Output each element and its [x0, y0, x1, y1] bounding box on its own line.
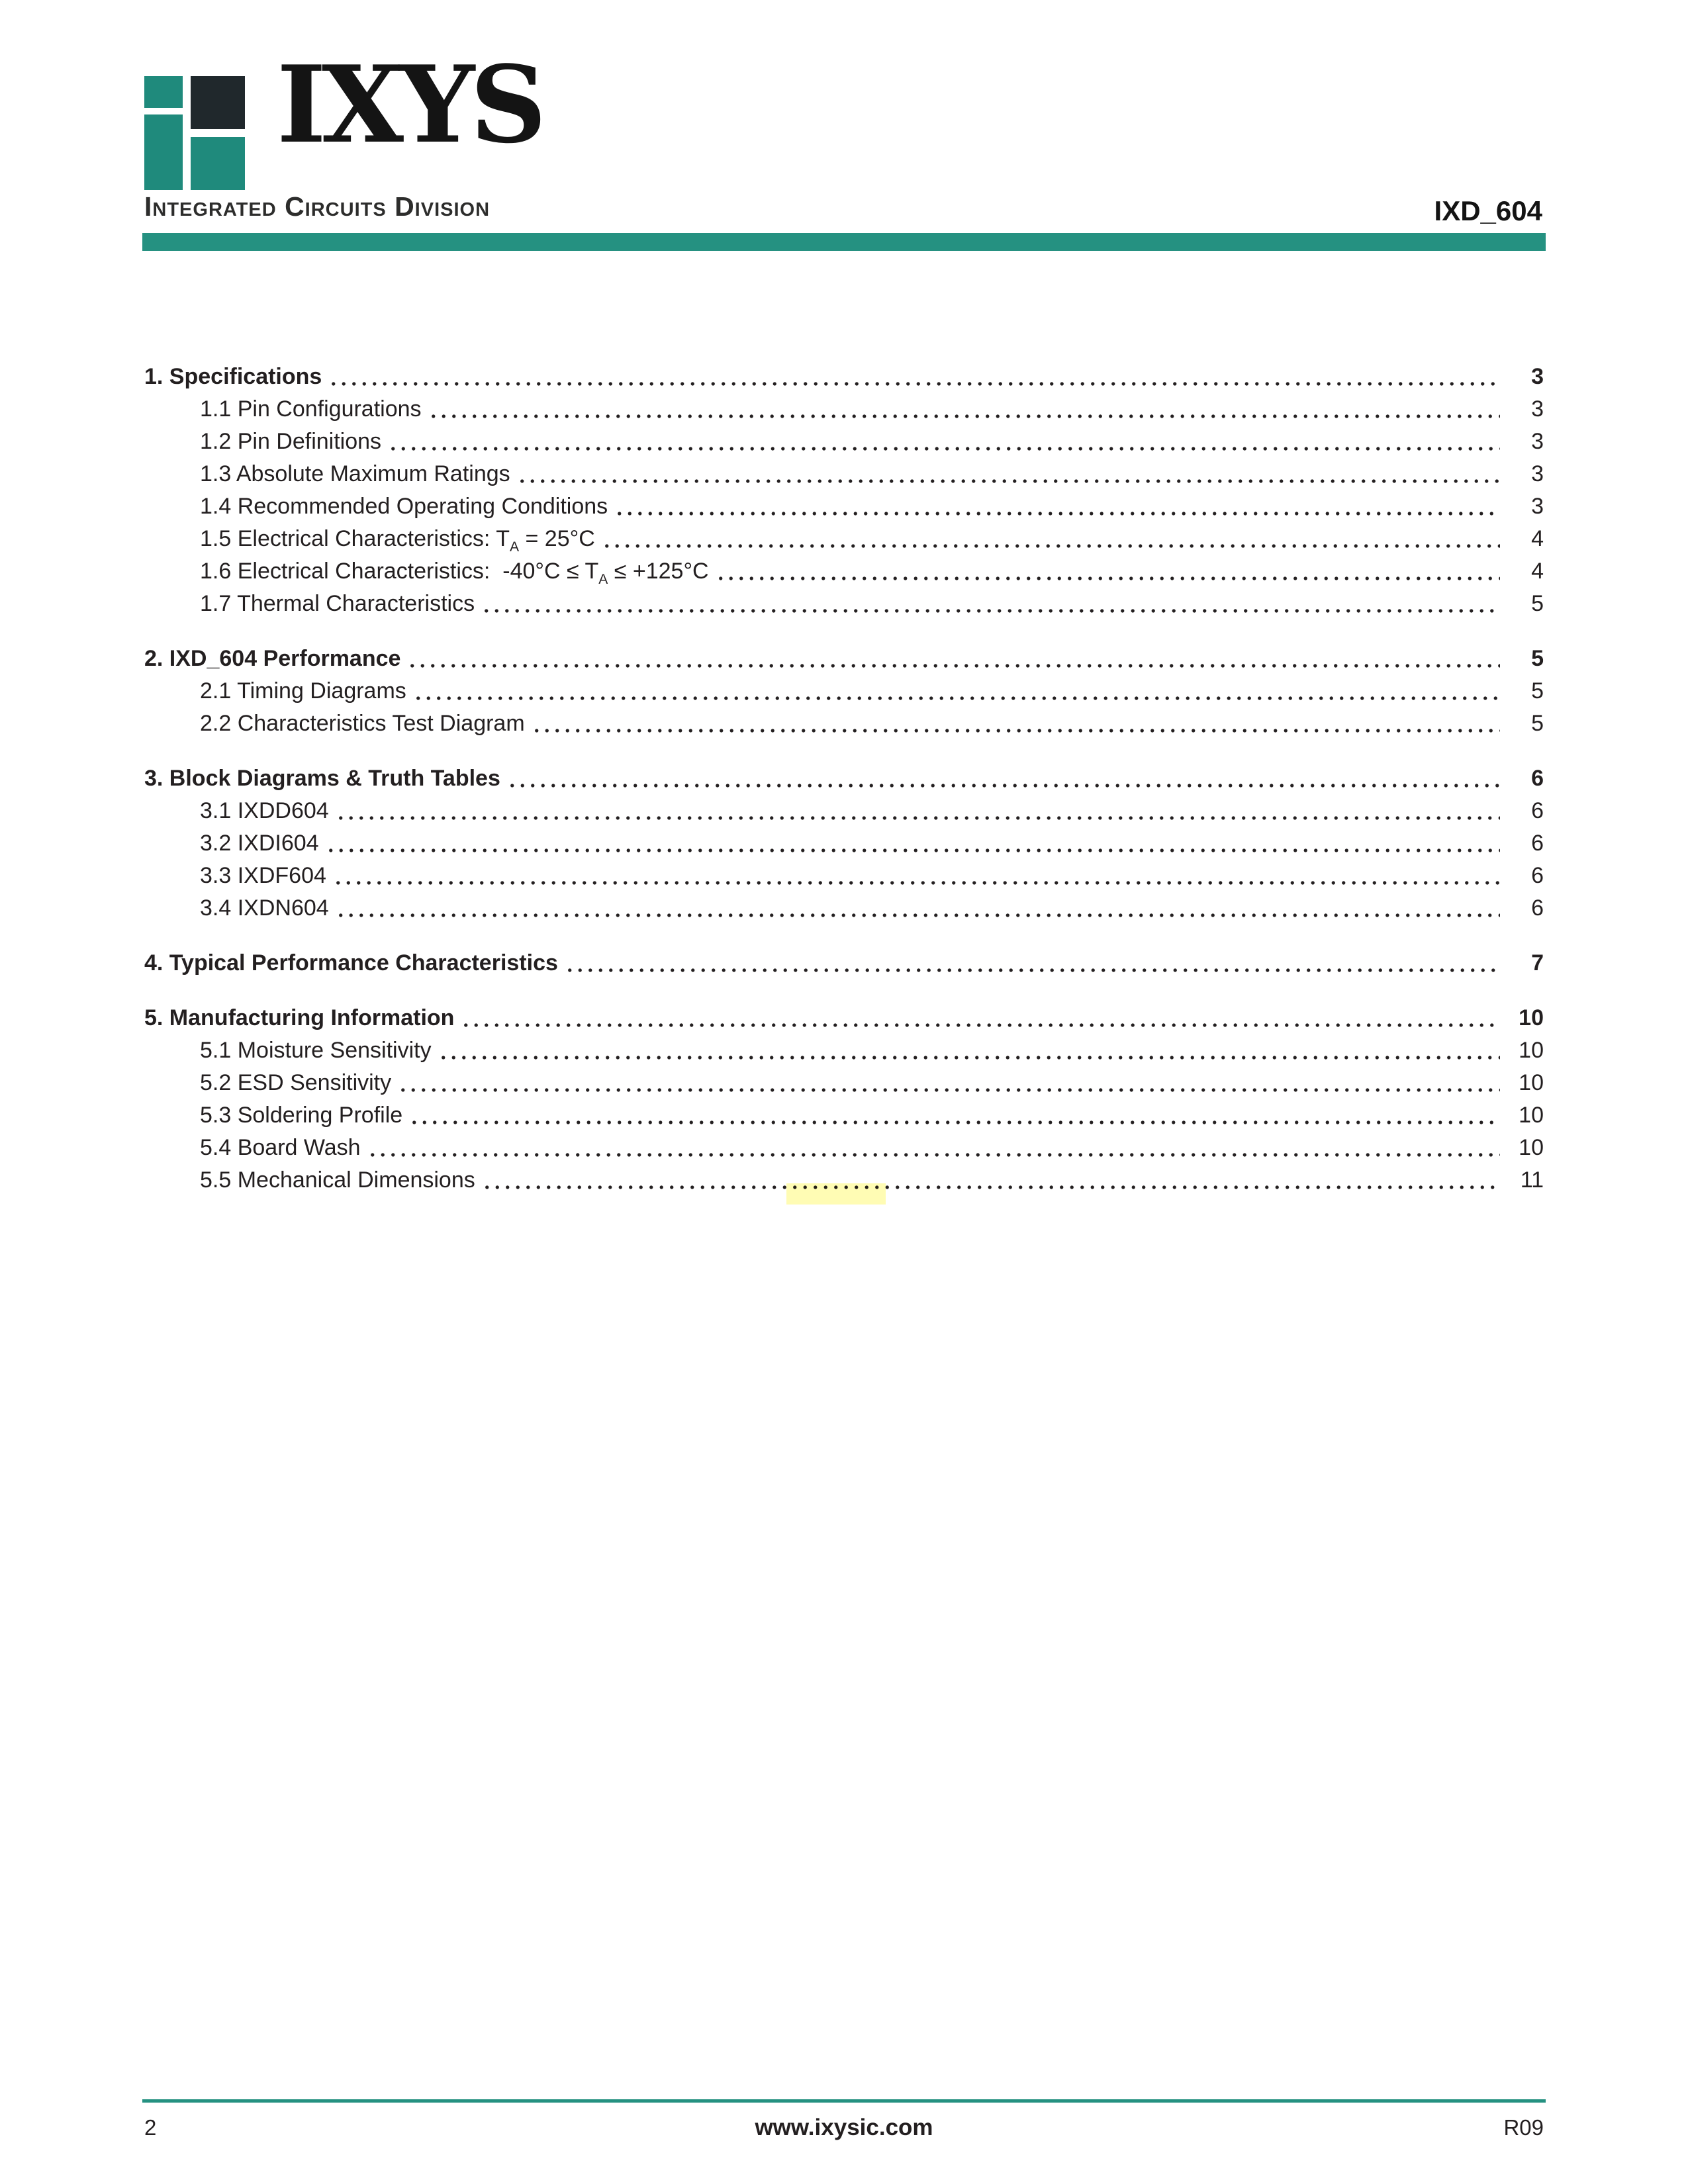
toc-entry-label: 2.2 Characteristics Test Diagram [200, 711, 525, 736]
toc-entry-page: 11 [1520, 1167, 1544, 1193]
toc-leader-dots [398, 1067, 1500, 1099]
division-name: Integrated Circuits Division [144, 191, 491, 222]
footer-revision: R09 [1503, 2115, 1544, 2140]
toc-entry-page: 6 [1531, 766, 1544, 791]
toc-leader-dots [326, 827, 1500, 860]
toc-entry-label: 3. Block Diagrams & Truth Tables [144, 766, 500, 791]
toc-entry-page: 10 [1519, 1103, 1544, 1128]
toc-entry[interactable] [144, 762, 1544, 795]
toc-entry-page: 10 [1519, 1135, 1544, 1160]
toc-leader-dots [438, 1034, 1500, 1067]
toc-leader-dots [716, 555, 1500, 588]
toc-entry[interactable] [144, 458, 1544, 490]
toc-entry-label: 5.3 Soldering Profile [200, 1103, 403, 1128]
toc-entry[interactable] [144, 393, 1544, 426]
toc-entry-page: 3 [1531, 494, 1544, 519]
toc-entry-page: 4 [1531, 526, 1544, 551]
toc-entry[interactable] [144, 892, 1544, 925]
toc-leader-dots [507, 762, 1500, 795]
toc-leader-dots [565, 947, 1500, 979]
footer-website[interactable]: www.ixysic.com [755, 2115, 933, 2140]
toc-entry-page: 10 [1519, 1070, 1544, 1095]
toc-entry-label: 1.1 Pin Configurations [200, 396, 422, 422]
toc-entry-page: 5 [1531, 646, 1544, 671]
toc-entry-label: 1. Specifications [144, 364, 322, 389]
toc-leader-dots [481, 588, 1500, 620]
toc-entry-label: 2.1 Timing Diagrams [200, 678, 406, 704]
ixys-logo-text: IXYS [277, 42, 542, 167]
toc-entry[interactable] [144, 361, 1544, 393]
toc-leader-dots [602, 523, 1500, 555]
toc-entry-page: 3 [1531, 429, 1544, 454]
toc-entry[interactable] [144, 827, 1544, 860]
toc-entry-label: 1.2 Pin Definitions [200, 429, 382, 454]
toc-leader-dots [428, 393, 1500, 426]
toc-entry-page: 3 [1531, 461, 1544, 486]
toc-entry[interactable] [144, 1164, 1544, 1197]
toc-leader-dots [367, 1132, 1500, 1164]
toc-entry[interactable] [144, 1002, 1544, 1034]
toc-entry-page: 5 [1531, 591, 1544, 616]
toc-entry-label: 3.2 IXDI604 [200, 831, 319, 856]
toc-entry[interactable] [144, 860, 1544, 892]
toc-entry[interactable] [144, 1067, 1544, 1099]
toc-entry[interactable] [144, 795, 1544, 827]
footer-rule [142, 2099, 1546, 2103]
toc-leader-dots [532, 707, 1500, 740]
logo-teal-square-top-icon [144, 76, 183, 108]
logo-teal-bar-icon [144, 114, 183, 190]
toc-entry-label: 5.2 ESD Sensitivity [200, 1070, 392, 1095]
toc-entry-page: 3 [1531, 364, 1544, 389]
toc-entry-page: 6 [1531, 798, 1544, 823]
toc-entry-label: 1.4 Recommended Operating Conditions [200, 494, 608, 519]
toc-leader-dots [328, 361, 1500, 393]
toc-entry-label: 3.3 IXDF604 [200, 863, 326, 888]
toc-entry[interactable] [144, 947, 1544, 979]
toc-leader-dots [409, 1099, 1500, 1132]
document-id: IXD_604 [1434, 195, 1542, 226]
toc-entry-page: 10 [1519, 1005, 1544, 1030]
toc-entry-label: 1.6 Electrical Characteristics: $-40^\circ C \le T_A \le +125^\circ C$ [200, 559, 709, 587]
toc-leader-dots [413, 675, 1500, 707]
toc-entry-page: 6 [1531, 895, 1544, 921]
toc-leader-dots [482, 1164, 1500, 1197]
toc-entry-page: 10 [1519, 1038, 1544, 1063]
toc-entry-label: 2. IXD_604 Performance [144, 646, 401, 671]
toc-leader-dots [407, 643, 1500, 675]
toc-leader-dots [614, 490, 1500, 523]
toc-entry-page: 3 [1531, 396, 1544, 422]
toc-entry-label: 1.7 Thermal Characteristics [200, 591, 475, 616]
toc-entry-label: 4. Typical Performance Characteristics [144, 950, 558, 976]
toc-leader-dots [336, 795, 1500, 827]
toc-leader-dots [461, 1002, 1500, 1034]
toc-entry-page: 6 [1531, 863, 1544, 888]
footer-page-number: 2 [144, 2115, 157, 2140]
toc-entry[interactable] [144, 490, 1544, 523]
toc-entry-label: 5. Manufacturing Information [144, 1005, 455, 1030]
toc-entry[interactable] [144, 588, 1544, 620]
header-rule [142, 233, 1546, 251]
toc-entry[interactable] [144, 643, 1544, 675]
toc-entry-page: 4 [1531, 559, 1544, 584]
toc-entry-label: 3.4 IXDN604 [200, 895, 329, 921]
logo-teal-square-bottom-icon [191, 137, 245, 190]
toc-entry-page: 6 [1531, 831, 1544, 856]
toc-entry-label: 5.5 Mechanical Dimensions [200, 1167, 475, 1193]
toc-entry-page: 5 [1531, 711, 1544, 736]
ixys-logo-icon [144, 76, 270, 190]
toc-leader-dots [333, 860, 1500, 892]
toc-entry-page: 7 [1531, 950, 1544, 976]
toc-entry-label: 5.4 Board Wash [200, 1135, 361, 1160]
toc-entry-label: 1.5 Electrical Characteristics: $T_A = 25^\circ C$ [200, 526, 595, 555]
logo-dark-square-icon [191, 76, 245, 129]
toc-entry[interactable] [144, 1034, 1544, 1067]
toc-entry[interactable] [144, 426, 1544, 458]
toc-entry[interactable] [144, 555, 1544, 588]
toc-entry[interactable] [144, 707, 1544, 740]
toc-entry[interactable] [144, 1099, 1544, 1132]
toc [144, 361, 1544, 1197]
toc-leader-dots [517, 458, 1500, 490]
toc-entry-label: 5.1 Moisture Sensitivity [200, 1038, 432, 1063]
toc-leader-dots [388, 426, 1500, 458]
toc-leader-dots [336, 892, 1500, 925]
toc-entry-page: 5 [1531, 678, 1544, 704]
toc-entry[interactable] [144, 523, 1544, 555]
toc-entry[interactable] [144, 675, 1544, 707]
toc-entry-label: 1.3 Absolute Maximum Ratings [200, 461, 510, 486]
toc-entry[interactable] [144, 1132, 1544, 1164]
toc-entry-label: 3.1 IXDD604 [200, 798, 329, 823]
